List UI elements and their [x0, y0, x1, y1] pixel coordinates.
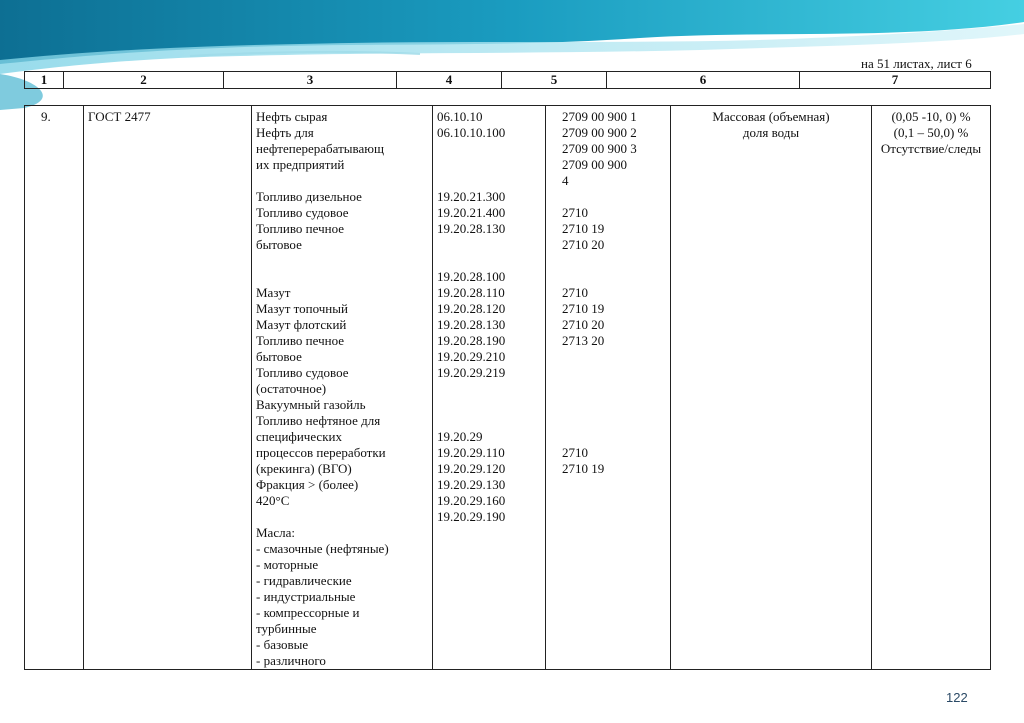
tnved-code [562, 189, 666, 205]
okpd-code: 19.20.29.120 [437, 461, 506, 476]
product-line: Топливо судовое [256, 365, 349, 380]
okpd-code: 19.20.28.130 [437, 221, 506, 236]
column-number-5: 5 [502, 72, 607, 89]
range-list [872, 106, 991, 670]
okpd-code-list [433, 106, 546, 670]
tnved-code: 2709 00 900 1 [562, 109, 637, 124]
product-line: - гидравлические [256, 573, 352, 588]
product-line: турбинные [256, 621, 317, 636]
page-sheet-label: на 51 листах, лист 6 [861, 56, 972, 71]
range-value: Отсутствие/следы [880, 141, 982, 156]
okpd-code: 19.20.28.110 [437, 285, 505, 300]
okpd-code: 19.20.29 [437, 429, 483, 444]
okpd-code: 19.20.21.400 [437, 205, 506, 220]
tnved-code [562, 429, 666, 445]
product-line: бытовое [256, 237, 302, 252]
characteristic-line: доля воды [742, 125, 800, 140]
product-line: Вакуумный газойль [256, 397, 366, 412]
tnved-code [562, 397, 666, 413]
okpd-code: 19.20.28.120 [437, 301, 506, 316]
okpd-code [437, 413, 541, 429]
okpd-code: 19.20.21.300 [437, 189, 506, 204]
accreditation-scope-table [24, 105, 991, 670]
product-list [252, 106, 433, 670]
product-line: - компрессорные и [256, 605, 360, 620]
product-line: нефтеперерабатывающ [256, 141, 384, 156]
okpd-code: 19.20.29.110 [437, 445, 505, 460]
decorative-wave-banner [0, 0, 1024, 110]
column-number-7: 7 [800, 72, 991, 89]
okpd-code: 19.20.28.190 [437, 333, 506, 348]
product-line: Топливо судовое [256, 205, 349, 220]
tnved-code: 2709 00 900 [562, 157, 627, 172]
tnved-code: 2710 19 [562, 301, 605, 316]
column-number-2: 2 [64, 72, 224, 89]
okpd-code: 19.20.29.190 [437, 509, 506, 524]
tnved-code: 2710 19 [562, 461, 605, 476]
product-line: их предприятий [256, 157, 345, 172]
okpd-code: 19.20.28.100 [437, 269, 506, 284]
product-line [256, 509, 428, 525]
tnved-code [562, 365, 666, 381]
characteristic-list [671, 106, 872, 670]
product-line: бытовое [256, 349, 302, 364]
okpd-code [437, 237, 541, 253]
product-line: Мазут топочный [256, 301, 348, 316]
tnved-code: 2710 20 [562, 237, 605, 252]
range-value: (0,1 – 50,0) % [893, 125, 969, 140]
okpd-code: 06.10.10 [437, 109, 483, 124]
okpd-code [437, 397, 541, 413]
tnved-code-list [546, 106, 671, 670]
product-line: - различного [256, 653, 326, 668]
tnved-code: 2710 [562, 445, 588, 460]
product-line: - индустриальные [256, 589, 356, 604]
okpd-code [437, 141, 541, 157]
product-line: - смазочные (нефтяные) [256, 541, 389, 556]
product-line: Топливо печное [256, 333, 344, 348]
product-line [256, 173, 428, 189]
okpd-code: 19.20.29.160 [437, 493, 506, 508]
product-line: 420°С [256, 493, 290, 508]
okpd-code [437, 157, 541, 173]
product-line: (остаточное) [256, 381, 327, 396]
product-line: Фракция > (более) [256, 477, 359, 492]
tnved-code: 2709 00 900 2 [562, 125, 637, 140]
product-line: (крекинга) (ВГО) [256, 461, 352, 476]
tnved-code [562, 349, 666, 365]
column-number-1: 1 [25, 72, 64, 89]
product-line: специфических [256, 429, 342, 444]
tnved-code: 2710 19 [562, 221, 605, 236]
okpd-code [437, 253, 541, 269]
column-number-header [24, 71, 991, 89]
product-line: Нефть для [256, 125, 314, 140]
standard-document: ГОСТ 2477 [84, 106, 252, 670]
row-number: 9. [25, 106, 84, 670]
okpd-code: 06.10.10.100 [437, 125, 506, 140]
column-number-3: 3 [224, 72, 397, 89]
tnved-code: 2713 20 [562, 333, 605, 348]
tnved-code [562, 269, 666, 285]
product-line: Мазут флотский [256, 317, 347, 332]
product-line: Топливо печное [256, 221, 344, 236]
product-line: Масла: [256, 525, 295, 540]
product-line: Нефть сырая [256, 109, 328, 124]
characteristic-line: Массовая (объемная) [712, 109, 830, 124]
tnved-code: 2709 00 900 3 [562, 141, 637, 156]
tnved-code: 4 [562, 173, 569, 188]
okpd-code: 19.20.29.219 [437, 365, 506, 380]
tnved-code [562, 413, 666, 429]
okpd-code [437, 173, 541, 189]
range-value: (0,05 -10, 0) % [891, 109, 971, 124]
okpd-code [437, 381, 541, 397]
slide-number: 122 [946, 690, 968, 705]
product-line [256, 253, 428, 269]
tnved-code: 2710 [562, 205, 588, 220]
tnved-code: 2710 [562, 285, 588, 300]
okpd-code: 19.20.29.210 [437, 349, 506, 364]
product-line: процессов переработки [256, 445, 386, 460]
okpd-code: 19.20.29.130 [437, 477, 506, 492]
product-line: - моторные [256, 557, 319, 572]
column-number-4: 4 [397, 72, 502, 89]
product-line: Топливо дизельное [256, 189, 362, 204]
product-line: Топливо нефтяное для [256, 413, 381, 428]
tnved-code [562, 381, 666, 397]
product-line: - базовые [256, 637, 309, 652]
column-number-6: 6 [607, 72, 800, 89]
tnved-code: 2710 20 [562, 317, 605, 332]
okpd-code: 19.20.28.130 [437, 317, 506, 332]
product-line [256, 269, 428, 285]
product-line: Мазут [256, 285, 291, 300]
table-row [25, 106, 991, 670]
tnved-code [562, 253, 666, 269]
